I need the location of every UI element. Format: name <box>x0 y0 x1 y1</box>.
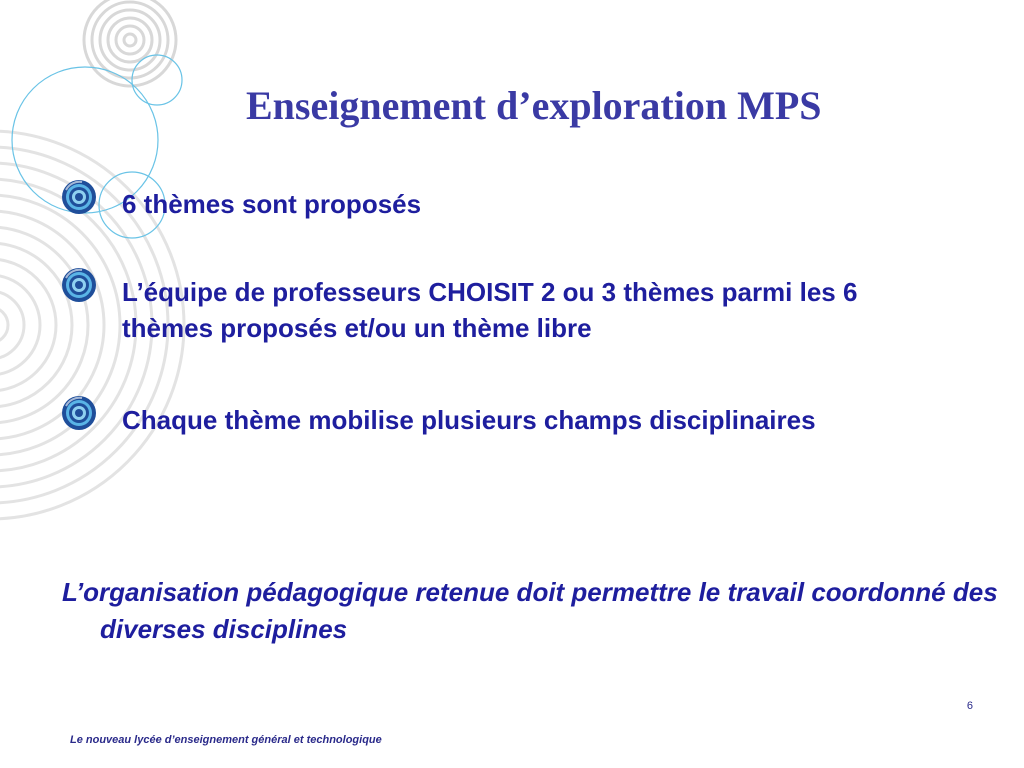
page-number: 6 <box>966 700 973 712</box>
target-bullet-icon <box>60 266 98 304</box>
conclusion-text: L’organisation pédagogique retenue doit permettre le travail coordonné des diverses disciplines <box>62 577 998 644</box>
bullet-text: Chaque thème mobilise plusieurs champs disciplinaires <box>122 405 816 435</box>
footer-text: Le nouveau lycée d’enseignement général et technologique <box>70 734 382 746</box>
target-bullet-icon <box>60 178 98 216</box>
target-bullet-icon <box>60 394 98 432</box>
bullet-text: 6 thèmes sont proposés <box>122 189 422 219</box>
bullet-text: L’équipe de professeurs CHOISIT 2 ou 3 thèmes parmi les 6 thèmes proposés et/ou un thème libre <box>122 277 858 343</box>
slide-title: Enseignement d’exploration MPS <box>246 83 822 128</box>
